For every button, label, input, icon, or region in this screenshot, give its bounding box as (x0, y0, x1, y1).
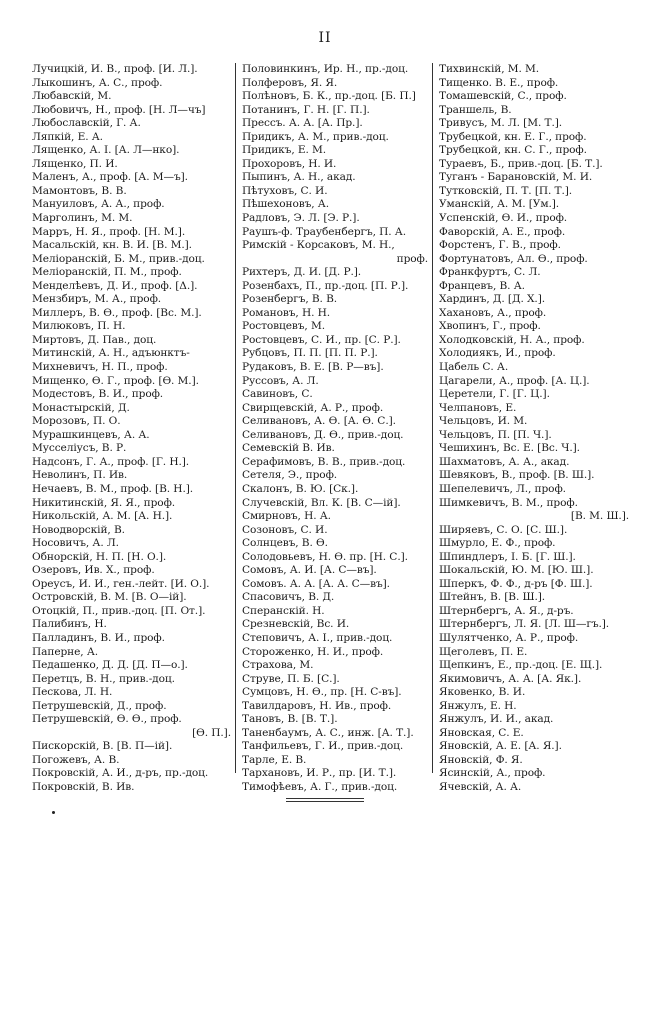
index-entry: Сперанскій. Н. (242, 604, 325, 617)
index-entry: Озеровъ, Ив. Х., проф. (32, 564, 155, 577)
page-number: II (318, 30, 332, 46)
index-entry: Яковенко, В. И. (439, 686, 526, 699)
index-entry: Лыкошинъ, А. С., проф. (32, 76, 163, 89)
index-entry: Солнцевъ, В. Ѳ. (242, 537, 328, 550)
index-entry: Случевскій, Вл. К. [В. С—ій]. (242, 496, 401, 509)
index-entry: Мануиловъ, А. А., проф. (32, 198, 165, 211)
index-entry: Тавилдаровъ, Н. Ив., проф. (242, 699, 392, 712)
index-column-3 (433, 63, 629, 793)
index-entry: Митинскій, А. Н., адъюнктъ- (32, 347, 190, 360)
index-entry: Селивановъ, А. Ѳ. [А. Ѳ. С.]. (242, 415, 396, 428)
index-entry: проф. (396, 252, 428, 265)
index-entry: Холодковскій, Н. А., проф. (439, 333, 585, 346)
index-entry: Римскій - Корсаковъ, М. Н., (242, 239, 395, 252)
index-entry: Менделѣевъ, Д. И., проф. [Δ.]. (32, 279, 198, 292)
index-entry: Холодиякъ, И., проф. (439, 347, 556, 360)
index-entry: Тановъ, В. [В. Т.]. (242, 713, 338, 726)
index-entry: Чельцовъ, П. [П. Ч.]. (439, 428, 552, 441)
index-entry: Церетели, Г. [Г. Ц.]. (439, 388, 550, 401)
index-entry: Степовичъ, А. І., прив.-доц. (242, 631, 393, 644)
index-entry: Хвопинъ, Г., проф. (439, 320, 541, 333)
index-entry: Сетеля, Э., проф. (242, 469, 338, 482)
index-entry: Солодовьевъ, Н. Ѳ. пр. [Н. С.]. (242, 550, 408, 563)
index-entry: Меліоранскій, П. М., проф. (32, 266, 182, 279)
index-entry: Тарле, Е. В. (242, 753, 307, 766)
index-entry: Шепелевичъ, Л., проф. (439, 482, 566, 495)
index-entry: Мензбиръ, М. А., проф. (32, 293, 162, 306)
index-entry: [В. М. Ш.]. (570, 510, 629, 523)
index-entry: Розенбахъ, П., пр.-доц. [П. Р.]. (242, 279, 409, 292)
index-entry: Рихтеръ, Д. И. [Д. Р.]. (242, 266, 362, 279)
index-entry: Нечаевъ, В. М., проф. [В. Н.]. (32, 482, 194, 495)
index-entry: Струве, П. Б. [С.]. (242, 672, 340, 685)
index-entry: Петрушевскій, Д., проф. (32, 699, 167, 712)
index-entry: Лященко, А. І. [А. Л—нко]. (32, 144, 180, 157)
index-entry: Фортунатовъ, Ал. Ѳ., проф. (439, 252, 588, 265)
index-entry: Таненбаумъ, А. С., инж. [А. Т.]. (242, 726, 414, 739)
index-entry: Миллеръ, В. Ѳ., проф. [Вс. М.]. (32, 306, 202, 319)
index-entry: Любовичъ, Н., проф. [Н. Л—чъ] (32, 103, 206, 116)
index-entry: [Ѳ. П.]. (192, 726, 231, 739)
index-entry: Полферовъ, Я. Я. (242, 76, 338, 89)
index-column-2 (236, 63, 432, 793)
index-entry: Руссовъ, А. Л. (242, 374, 319, 387)
index-entry: Отоцкій, П., прив.-доц. [П. От.]. (32, 604, 206, 617)
index-entry: Штейнъ, В. [В. Ш.]. (439, 591, 546, 604)
index-entry: Успенскій, Ѳ. И., проф. (439, 212, 568, 225)
index-entry: Марръ, Н. Я., проф. [Н. М.]. (32, 225, 186, 238)
index-entry: Шевяковъ, В., проф. [В. Ш.]. (439, 469, 595, 482)
index-entry: Мищенко, Ѳ. Г., проф. [Ѳ. М.]. (32, 374, 199, 387)
index-entry: Никольскій, А. М. [А. Н.]. (32, 510, 173, 523)
index-entry: Щепкинъ, Е., пр.-доц. [Е. Щ.]. (439, 659, 603, 672)
index-entry: Рубцовъ, П. П. [П. П. Р.]. (242, 347, 378, 360)
index-entry: Томашевскій, С., проф. (439, 90, 567, 103)
index-entry: Обнорскій, Н. П. [Н. О.]. (32, 550, 167, 563)
index-entry: Шулятченко, А. Р., проф. (439, 631, 579, 644)
index-entry: Шимкевичъ, В. М., проф. (439, 496, 578, 509)
index-entry: Туганъ - Барановскій, М. И. (439, 171, 593, 184)
index-entry: Лященко, П. И. (32, 157, 118, 170)
index-entry: Фаворскій, А. Е., проф. (439, 225, 566, 238)
index-entry: Тимофѣевъ, А. Г., прив.-доц. (242, 780, 398, 793)
index-entry: Скалонъ, В. Ю. [Ск.]. (242, 482, 359, 495)
index-entry: Чешихинъ, Вс. Е. [Вс. Ч.]. (439, 442, 580, 455)
index-entry: Янжулъ, Е. Н. (439, 699, 517, 712)
index-entry: Новодворскій, В. (32, 523, 125, 536)
index-columns (32, 63, 630, 793)
index-entry: Шмурло, Е. Ф., проф. (439, 537, 556, 550)
index-entry: Шпиндлеръ, І. Б. [Г. Ш.]. (439, 550, 576, 563)
index-entry: Челпановъ, Е. (439, 401, 517, 414)
index-entry: Тураевъ, Б., прив.-доц. [Б. Т.]. (439, 157, 603, 170)
index-entry: Ляпкій, Е. А. (32, 130, 103, 143)
index-entry: Мурашкинцевъ, А. А. (32, 428, 150, 441)
ink-dot (52, 811, 55, 814)
index-entry: Раушъ-ф. Траубенбергъ, П. А. (242, 225, 406, 238)
index-entry: Ростовцевъ, С. И., пр. [С. Р.]. (242, 333, 401, 346)
index-entry: Сумцовъ, Н. Ѳ., пр. [Н. С-въ]. (242, 686, 402, 699)
index-entry: Петрушевскій, Ѳ. Ѳ., проф. (32, 713, 182, 726)
index-entry: Ширяевъ, С. О. [С. Ш.]. (439, 523, 568, 536)
index-entry: Штернбергъ, А. Я., д-ръ. (439, 604, 574, 617)
index-entry: Семевскій В. Ив. (242, 442, 335, 455)
index-entry: Траншель, В. (439, 103, 512, 116)
index-entry: Паперне, А. (32, 645, 99, 658)
index-entry: Пескова, Л. Н. (32, 686, 113, 699)
index-entry: Савиновъ, С. (242, 388, 313, 401)
index-entry: Педашенко, Д. Д. [Д. П—о.]. (32, 659, 188, 672)
index-entry: Романовъ, Н. Н. (242, 306, 331, 319)
index-entry: Пискорскій, В. [В. П—ій]. (32, 740, 173, 753)
index-entry: Срезневскій, Вс. И. (242, 618, 350, 631)
index-entry: Танфильевъ, Г. И., прив.-доц. (242, 740, 404, 753)
index-entry: Якимовичъ, А. А. [А. Як.]. (439, 672, 582, 685)
index-entry: Меліоранскій, Б. М., прив.-доц. (32, 252, 205, 265)
index-entry: Форстенъ, Г. В., проф. (439, 239, 561, 252)
index-entry: Ячевскій, А. А. (439, 780, 522, 793)
index-entry: Чельцовъ, И. М. (439, 415, 528, 428)
index-entry: Палибинъ, Н. (32, 618, 107, 631)
index-entry: Пѣшехоновъ, А. (242, 198, 329, 211)
index-entry: Лучицкій, И. В., проф. [И. Л.]. (32, 63, 198, 75)
index-entry: Свирщевскій, А. Р., проф. (242, 401, 384, 414)
index-entry: Миртовъ, Д. Пав., доц. (32, 333, 157, 346)
index-entry: Мусселіусъ, В. Р. (32, 442, 127, 455)
index-entry: Сомовъ, А. И. [А. С—въ]. (242, 564, 377, 577)
index-entry: Покровскій, А. И., д-ръ, пр.-доц. (32, 767, 209, 780)
index-entry: Хахановъ, А., проф. (439, 306, 547, 319)
index-entry: Хардинъ, Д. [Д. Х.]. (439, 293, 545, 306)
index-entry: Яновскій, А. Е. [А. Я.]. (439, 740, 562, 753)
index-entry: Морозовъ, П. О. (32, 415, 121, 428)
index-entry: Придикъ, Е. М. (242, 144, 327, 157)
index-entry: Страхова, М. (242, 659, 314, 672)
index-entry: Ясинскій, А., проф. (439, 767, 546, 780)
index-entry: Франкфуртъ, С. Л. (439, 266, 541, 279)
index-entry: Тривусъ, М. Л. [М. Т.]. (439, 117, 563, 130)
index-entry: Янжулъ, И. И., акад. (439, 713, 554, 726)
index-entry: Щеголевъ, П. Е. (439, 645, 528, 658)
index-entry: Тихвинскій, М. М. (439, 63, 540, 75)
index-entry: Пѣтуховъ, С. И. (242, 184, 328, 197)
index-entry: Погожевъ, А. В. (32, 753, 120, 766)
index-entry: Рудаковъ, В. Е. [В. Р—въ]. (242, 361, 384, 374)
index-entry: Шокальскій, Ю. М. [Ю. Ш.]. (439, 564, 594, 577)
index-entry: Мамонтовъ, В. В. (32, 184, 127, 197)
index-entry: Смирновъ, Н. А. (242, 510, 331, 523)
index-entry: Трубецкой, кн. С. Г., проф. (439, 144, 587, 157)
index-entry: Придикъ, А. М., прив.-доц. (242, 130, 389, 143)
end-rule-top (286, 798, 364, 799)
index-entry: Штернбергъ, Л. Я. [Л. Ш—гъ.]. (439, 618, 610, 631)
index-entry: Тутковскій, П. Т. [П. Т.]. (439, 184, 573, 197)
index-entry: Тищенко. В. Е., проф. (439, 76, 559, 89)
index-entry: Михневичъ, Н. П., проф. (32, 361, 168, 374)
index-entry: Никитинскій, Я. Я., проф. (32, 496, 176, 509)
index-entry: Покровскій, В. Ив. (32, 780, 135, 793)
index-entry: Шахматовъ, А. А., акад. (439, 455, 570, 468)
index-entry: Радловъ, Э. Л. [Э. Р.]. (242, 212, 360, 225)
end-rule-bottom (286, 801, 364, 802)
index-entry: Прессъ. А. А. [А. Пр.]. (242, 117, 363, 130)
index-entry: Монастырскій, Д. (32, 401, 130, 414)
index-entry: Марголинъ, М. М. (32, 212, 133, 225)
index-entry: Яновскій, Ф. Я. (439, 753, 523, 766)
index-entry: Серафимовъ, В. В., прив.-доц. (242, 455, 406, 468)
index-entry: Островскій, В. М. [В. О—ій]. (32, 591, 187, 604)
index-entry: Тархановъ, И. Р., пр. [И. Т.]. (242, 767, 397, 780)
index-entry: Спасовичъ, В. Д. (242, 591, 335, 604)
index-entry: Пыпинъ, А. Н., акад. (242, 171, 356, 184)
index-entry: Маленъ, А., проф. [А. М—ъ]. (32, 171, 188, 184)
index-entry: Розенбергъ, В. В. (242, 293, 338, 306)
index-entry: Ореусъ, И. И., ген.-лейт. [И. О.]. (32, 577, 210, 590)
index-entry: Неволинъ, П. Ив. (32, 469, 128, 482)
index-entry: Носовичъ, А. Л. (32, 537, 119, 550)
index-entry: Масальскій, кн. В. И. [В. М.]. (32, 239, 192, 252)
index-entry: Цабель С. А. (439, 361, 509, 374)
index-entry: Полѣновъ, Б. К., пр.-доц. [Б. П.] (242, 90, 416, 103)
index-entry: Половинкинъ, Ир. Н., пр.-доц. (242, 63, 409, 75)
index-column-1 (32, 63, 235, 793)
index-entry: Палладинъ, В. И., проф. (32, 631, 165, 644)
index-entry: Францевъ, В. А. (439, 279, 525, 292)
index-entry: Уманскій, А. М. [Ум.]. (439, 198, 560, 211)
index-entry: Трубецкой, кн. Е. Г., проф. (439, 130, 587, 143)
index-entry: Цагарели, А., проф. [А. Ц.]. (439, 374, 590, 387)
index-entry: Любославскій, Г. А. (32, 117, 141, 130)
index-entry: Сомовъ. А. А. [А. А. С—въ]. (242, 577, 390, 590)
index-entry: Селивановъ, Д. Ѳ., прив.-доц. (242, 428, 404, 441)
index-entry: Модестовъ, В. И., проф. (32, 388, 164, 401)
index-entry: Прохоровъ, Н. И. (242, 157, 337, 170)
index-entry: Ростовцевъ, М. (242, 320, 325, 333)
index-entry: Стороженко, Н. И., проф. (242, 645, 384, 658)
index-entry: Перетцъ, В. Н., прив.-доц. (32, 672, 175, 685)
index-entry: Надсонъ, Г. А., проф. [Г. Н.]. (32, 455, 190, 468)
index-entry: Потанинъ, Г. Н. [Г. П.]. (242, 103, 370, 116)
index-entry: Шперкъ, Ф. Ф., д-ръ [Ф. Ш.]. (439, 577, 593, 590)
index-entry: Любавскій, М. (32, 90, 112, 103)
index-entry: Созоновъ, С. И. (242, 523, 328, 536)
index-entry: Милюковъ, П. Н. (32, 320, 126, 333)
index-entry: Яновская, С. Е. (439, 726, 524, 739)
